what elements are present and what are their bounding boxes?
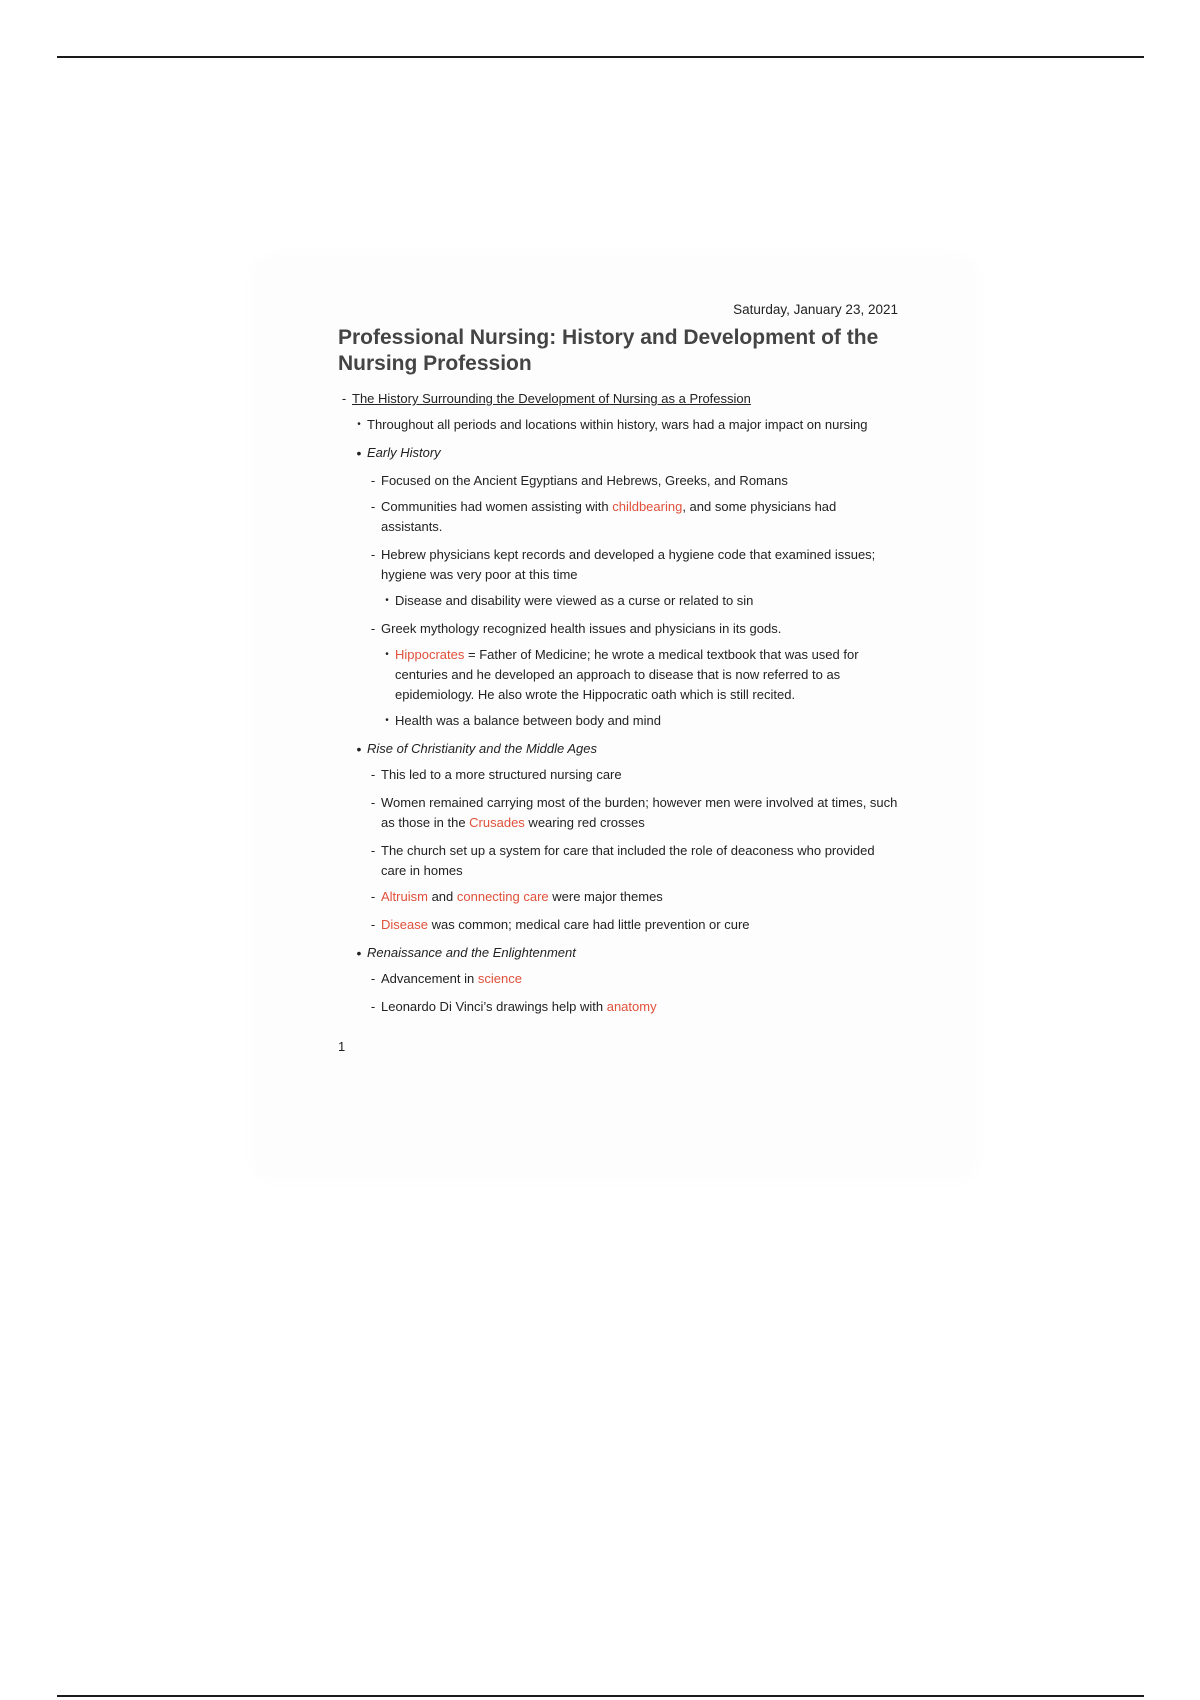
item-text: Advancement in xyxy=(381,971,478,986)
highlight-term: connecting care xyxy=(456,889,549,904)
subsection-label: Early History xyxy=(367,445,441,460)
highlight-term: Crusades xyxy=(469,815,525,830)
bullet-marker: • xyxy=(356,741,362,757)
highlight-term: Hippocrates xyxy=(395,647,465,662)
list-item xyxy=(370,497,898,537)
list-item xyxy=(370,471,898,491)
list-item xyxy=(370,619,898,639)
item-text: Communities had women assisting with xyxy=(381,499,613,514)
item-text: wearing red crosses xyxy=(524,815,645,830)
dash-marker: - xyxy=(370,889,376,904)
bullet-marker: • xyxy=(385,715,389,726)
list-item xyxy=(370,997,898,1017)
list-item xyxy=(370,969,898,989)
item-text: , and some physicians had assistants. xyxy=(381,499,837,534)
page-content xyxy=(338,302,898,1054)
list-item xyxy=(370,915,898,935)
highlight-term: Disease xyxy=(381,917,428,932)
dash-marker: - xyxy=(370,971,376,986)
subsection-label: Renaissance and the Enlightenment xyxy=(367,945,576,960)
list-item xyxy=(370,545,898,585)
item-text: Greek mythology recognized health issues and physicians in its gods. xyxy=(381,621,782,636)
bullet-marker: • xyxy=(385,595,389,606)
dash-marker: - xyxy=(370,795,376,810)
bullet-marker: • xyxy=(356,445,362,461)
item-text: Focused on the Ancient Egyptians and Hebrews, Greeks, and Romans xyxy=(381,473,788,488)
document-date: Saturday, January 23, 2021 xyxy=(733,302,898,317)
dash-marker: - xyxy=(341,391,347,406)
item-text: Health was a balance between body and mind xyxy=(395,713,661,728)
item-text: Hebrew physicians kept records and developed a hygiene code that examined issues; hygiene was very poor at this time xyxy=(381,547,876,582)
list-item xyxy=(385,711,898,731)
dash-marker: - xyxy=(370,767,376,782)
item-text: Women remained carrying most of the burden; however men were involved at times, such as those in the xyxy=(381,795,898,830)
highlight-term: childbearing xyxy=(612,499,683,514)
list-item xyxy=(370,765,898,785)
dash-marker: - xyxy=(370,999,376,1014)
list-item xyxy=(370,841,898,881)
item-text: This led to a more structured nursing care xyxy=(381,767,622,782)
document-title: Professional Nursing: History and Development of the Nursing Profession xyxy=(338,326,879,375)
dash-marker: - xyxy=(370,917,376,932)
bullet-marker: • xyxy=(357,419,361,430)
list-item xyxy=(385,645,898,705)
page-number: 1 xyxy=(338,1039,346,1054)
highlight-term: Altruism xyxy=(381,889,428,904)
dash-marker: - xyxy=(370,473,376,488)
dash-marker: - xyxy=(370,621,376,636)
document-page xyxy=(258,262,972,1174)
intro-text: Throughout all periods and locations within history, wars had a major impact on nursing xyxy=(367,417,868,432)
dash-marker: - xyxy=(370,843,376,858)
subsection-label: Rise of Christianity and the Middle Ages xyxy=(367,741,598,756)
item-text: was common; medical care had little prevention or cure xyxy=(427,917,750,932)
list-item xyxy=(370,793,898,833)
highlight-term: science xyxy=(477,971,522,986)
item-text: were major themes xyxy=(548,889,663,904)
subsection-middle-ages xyxy=(356,739,898,759)
list-item xyxy=(385,591,898,611)
bullet-marker: • xyxy=(385,649,389,660)
subsection-early-history xyxy=(356,443,898,463)
bottom-rule xyxy=(57,1695,1144,1697)
list-item xyxy=(370,887,898,907)
highlight-term: anatomy xyxy=(606,999,657,1014)
top-rule xyxy=(57,56,1144,58)
item-text: Leonardo Di Vinci’s drawings help with xyxy=(381,999,607,1014)
item-text: and xyxy=(427,889,457,904)
dash-marker: - xyxy=(370,547,376,562)
subsection-renaissance xyxy=(356,943,898,963)
section-heading: The History Surrounding the Development of Nursing as a Profession xyxy=(352,391,751,406)
item-text: Disease and disability were viewed as a curse or related to sin xyxy=(395,593,754,608)
dash-marker: - xyxy=(370,499,376,514)
item-text: = Father of Medicine; he wrote a medical textbook that was used for centuries and he developed an approach to disease that is now referred to as epidemiology. He also wrote the Hippocratic oath which is still recited. xyxy=(395,647,859,702)
bullet-marker: • xyxy=(356,945,362,961)
list-item xyxy=(357,415,898,435)
item-text: The church set up a system for care that included the role of deaconess who provided care in homes xyxy=(381,843,875,878)
section-heading-item xyxy=(341,389,898,409)
